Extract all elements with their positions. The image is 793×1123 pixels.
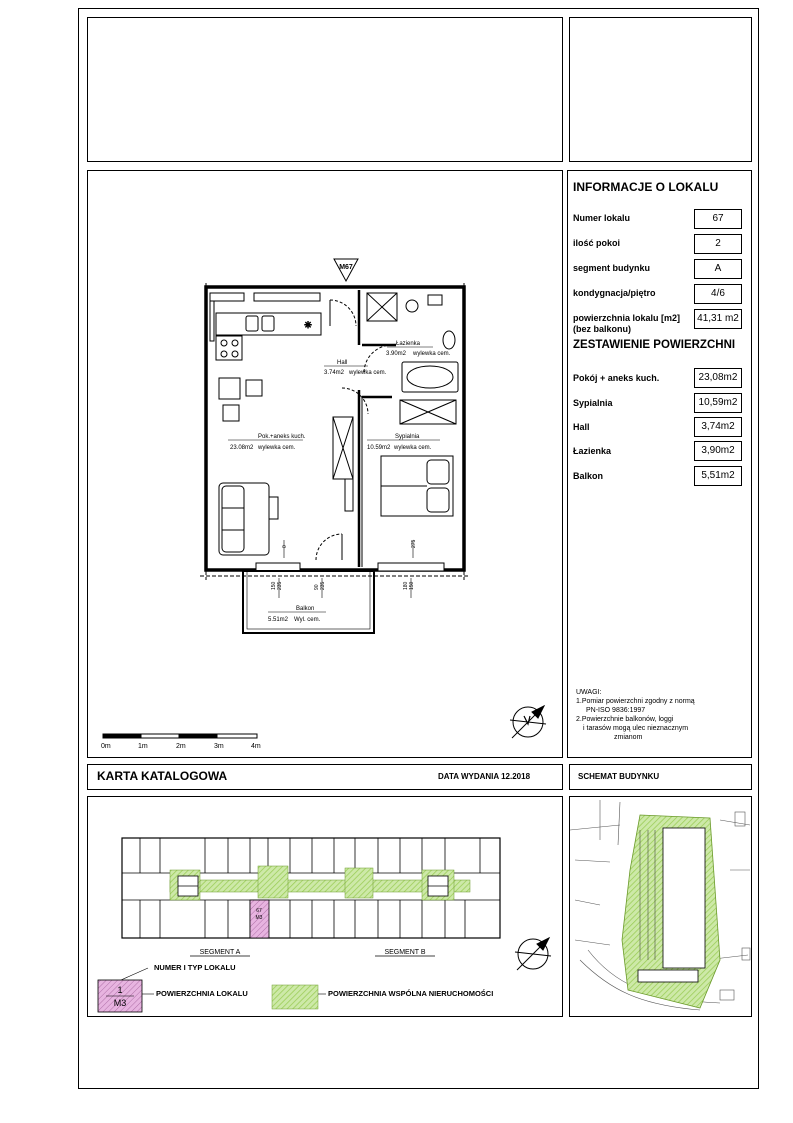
room-lazienka-floor: wylewka cem.: [413, 351, 451, 357]
summary-value-hall: 3,74m2: [694, 417, 742, 437]
room-sypialnia-area: 10.59m2: [367, 445, 391, 451]
legend-sample-type: M3: [113, 998, 127, 1008]
notes-line-5: zmianom: [614, 734, 643, 741]
north-arrow-icon: [510, 706, 546, 738]
info-label-area: powierzchnia lokalu [m2]: [573, 313, 681, 323]
info-value-rooms: 2: [694, 234, 742, 254]
info-value-area: 41,31 m2: [694, 309, 742, 329]
room-pokoj-floor: wylewka cem.: [258, 445, 296, 451]
room-sypialnia-floor: wylewka cem.: [394, 445, 432, 451]
info-value-number: 67: [694, 209, 742, 229]
summary-value-lazienka: 3,90m2: [694, 441, 742, 461]
svg-text:✳: ✳: [304, 320, 312, 330]
summary-value-pokoj: 23,08m2: [694, 368, 742, 388]
info-title: INFORMACJE O LOKALU: [573, 180, 719, 194]
scale-label-1: 1m: [138, 743, 148, 750]
legend-title: NUMER I TYP LOKALU: [154, 963, 236, 972]
summary-label-pokoj: Pokój + aneks kuch.: [573, 373, 660, 383]
info-label-floor: kondygnacja/piętro: [573, 288, 656, 298]
scale-label-4: 4m: [251, 743, 261, 750]
highlighted-unit-type: M3: [255, 915, 263, 921]
notes: [576, 688, 695, 742]
room-pokoj-area: 23.08m2: [230, 445, 254, 451]
info-label-number: Numer lokalu: [573, 213, 631, 223]
room-pokoj-name: Pok.+aneks kuch.: [258, 434, 306, 440]
schema-title: SCHEMAT BUDYNKU: [578, 772, 660, 781]
scale-label-0: 0m: [101, 743, 111, 750]
north-arrow-icon-2: [515, 938, 551, 970]
highlighted-unit-number: 67: [256, 908, 262, 914]
summary-label-balkon: Balkon: [573, 471, 604, 481]
notes-title: UWAGI:: [576, 689, 602, 696]
room-balkon-floor: Wyl. cem.: [294, 617, 321, 623]
dim-2: 235: [277, 581, 283, 590]
catalog-title: KARTA KATALOGOWA: [97, 769, 228, 783]
info-label-area-note: (bez balkonu): [573, 324, 631, 334]
dim-1: 150: [271, 581, 277, 590]
info-label-rooms: ilość pokoi: [573, 238, 621, 248]
legend: [98, 963, 493, 1012]
room-lazienka-area: 3.90m2: [386, 351, 407, 357]
scale-label-3: 3m: [214, 743, 224, 750]
dim-3: 90: [314, 584, 320, 590]
summary-label-lazienka: Łazienka: [573, 446, 612, 456]
legend-common-area: POWIERZCHNIA WSPÓLNA NIERUCHOMOŚCI: [328, 989, 494, 998]
notes-line-3: 2.Powierzchnie balkonów, loggi: [576, 716, 674, 723]
room-balkon-area: 5.51m2: [268, 617, 289, 623]
room-hall-name: Hall: [337, 360, 348, 366]
room-hall-floor: wylewka cem.: [349, 370, 387, 376]
summary-label-sypialnia: Sypialnia: [573, 398, 613, 408]
legend-unit-area: POWIERZCHNIA LOKALU: [156, 989, 248, 998]
scale-labels: [101, 743, 261, 750]
living-room-furniture: [219, 378, 278, 555]
dim-5: 180: [403, 581, 409, 590]
room-lazienka-name: Łazienka: [396, 341, 421, 347]
highlighted-unit: [250, 900, 269, 938]
room-sypialnia-name: Sypialnia: [395, 434, 420, 440]
bed: [381, 456, 453, 516]
segment-a-label: SEGMENT A: [199, 949, 241, 956]
dim-8: 275: [411, 539, 417, 548]
building-plan: [88, 797, 562, 1016]
dim-6: 150: [409, 581, 415, 590]
header-box-left: [87, 17, 563, 162]
issue-date: DATA WYDANIA 12.2018: [438, 772, 531, 781]
notes-line-2: PN-ISO 9836:1997: [586, 707, 646, 714]
kitchen-counter: [216, 313, 321, 360]
info-label-segment: segment budynku: [573, 263, 651, 273]
entrance-door: [330, 300, 356, 326]
room-hall-area: 3.74m2: [324, 370, 345, 376]
unit-tag-marker: [334, 259, 358, 281]
summary-title: ZESTAWIENIE POWIERZCHNI: [573, 339, 736, 351]
scale-label-2: 2m: [176, 743, 186, 750]
segment-b-label: SEGMENT B: [384, 949, 426, 956]
info-value-floor: 4/6: [694, 284, 742, 304]
unit-tag: M67: [339, 264, 353, 271]
balcony: [243, 571, 374, 633]
room-balkon-name: Balkon: [296, 606, 315, 612]
info-value-segment: A: [694, 259, 742, 279]
dim-7: 0: [282, 545, 288, 548]
site-plan: [570, 797, 751, 1016]
floor-plan: [88, 171, 562, 757]
summary-label-hall: Hall: [573, 422, 590, 432]
notes-line-1: 1.Pomiar powierzchni zgodny z normą: [576, 698, 695, 705]
legend-sample-number: 1: [117, 985, 123, 995]
notes-line-4: i tarasów mogą ulec nieznacznym: [583, 725, 689, 732]
summary-value-sypialnia: 10,59m2: [694, 393, 742, 413]
dim-4: 235: [320, 581, 326, 590]
header-box-right: [569, 17, 752, 162]
scale-bar: [103, 734, 257, 738]
summary-value-balkon: 5,51m2: [694, 466, 742, 486]
